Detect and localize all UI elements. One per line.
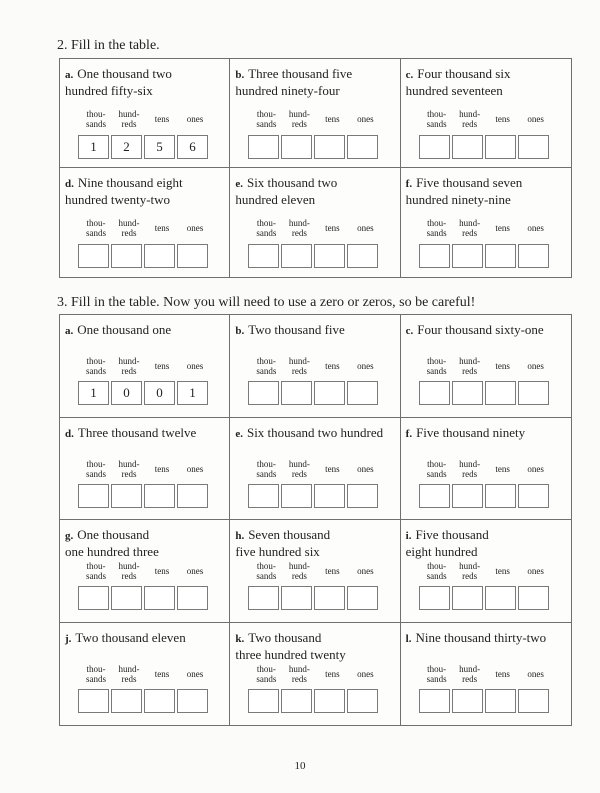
problem-letter: e.: [235, 427, 243, 440]
digit-box[interactable]: [419, 586, 450, 610]
place-value-headers: [248, 561, 382, 583]
digit-box[interactable]: [485, 135, 516, 159]
problem-cell: [230, 59, 400, 168]
place-value-header: tens: [154, 114, 170, 124]
place-value-header: tens: [325, 361, 340, 371]
digit-box[interactable]: [485, 586, 516, 610]
place-value-header: hund- reds: [288, 458, 310, 479]
digit-box[interactable]: [452, 484, 483, 508]
exercise-3-table: [59, 314, 572, 726]
place-value-header: ones: [527, 668, 544, 679]
digit-box[interactable]: [177, 244, 208, 268]
place-value-header: thou- sands: [86, 218, 106, 238]
problem-text: Three thousand twelve: [77, 424, 197, 440]
answer-boxes: [248, 135, 380, 159]
problem-prompt: [65, 630, 225, 647]
digit-box[interactable]: [419, 135, 450, 159]
place-value-header: tens: [154, 223, 170, 233]
place-value-header: thou- sands: [426, 458, 447, 479]
place-value-header: thou- sands: [426, 109, 447, 129]
answer-boxes: [78, 484, 210, 508]
problem-text: Six thousand two hundred: [246, 424, 384, 440]
digit-box[interactable]: [281, 689, 312, 713]
problem-prompt: [406, 66, 567, 98]
digit-box[interactable]: 1: [177, 381, 208, 405]
digit-box[interactable]: [518, 135, 549, 159]
place-value-header: hund- reds: [288, 109, 310, 129]
problem-cell: [230, 520, 400, 623]
place-value-header: hund- reds: [118, 458, 140, 479]
problem-cell: [401, 59, 571, 168]
problem-letter: c.: [405, 69, 414, 81]
answer-boxes: [78, 244, 210, 268]
place-value-header: ones: [186, 223, 204, 233]
digit-box[interactable]: [452, 244, 483, 268]
digit-box[interactable]: [78, 484, 109, 508]
digit-box[interactable]: [177, 586, 208, 610]
answer-boxes: [78, 135, 210, 159]
digit-box[interactable]: [347, 586, 378, 610]
answer-boxes: [248, 586, 380, 610]
place-value-header: hund- reds: [288, 561, 310, 581]
digit-box[interactable]: [281, 484, 312, 508]
place-value-header: thou- sands: [256, 109, 277, 129]
problem-letter: a.: [65, 69, 74, 81]
problem-letter: d.: [65, 178, 74, 190]
problem-cell: [401, 623, 571, 726]
digit-box[interactable]: [248, 586, 279, 610]
place-value-header: hund- reds: [118, 356, 140, 376]
digit-box[interactable]: [452, 689, 483, 713]
place-value-header: tens: [325, 223, 340, 233]
problem-prompt: [235, 175, 395, 207]
problem-letter: c.: [405, 325, 414, 337]
place-value-header: hund- reds: [118, 218, 140, 238]
place-value-header: hund- reds: [288, 218, 310, 238]
problem-cell: [230, 623, 400, 726]
digit-box[interactable]: [419, 381, 450, 405]
problem-text: Two thousand eleven: [75, 629, 186, 645]
digit-box[interactable]: [347, 244, 378, 268]
problem-cell: [60, 623, 230, 726]
answer-boxes: [248, 244, 380, 268]
digit-box[interactable]: [314, 381, 345, 405]
place-value-header: tens: [154, 566, 170, 576]
digit-box[interactable]: [518, 484, 549, 508]
place-value-headers: [419, 561, 553, 583]
place-value-header: tens: [325, 114, 340, 124]
place-value-header: thou- sands: [426, 561, 447, 581]
problem-cell: [401, 520, 571, 623]
place-value-header: hund- reds: [459, 561, 481, 581]
place-value-header: thou- sands: [426, 356, 447, 376]
digit-box[interactable]: [314, 244, 345, 268]
problem-prompt: [406, 630, 567, 647]
place-value-header: thou- sands: [426, 218, 447, 238]
problem-text: Seven thousand five hundred six: [235, 527, 331, 559]
digit-box[interactable]: 6: [177, 135, 208, 159]
problem-letter: e.: [235, 178, 243, 190]
problem-cell: [401, 168, 571, 277]
problem-letter: l.: [405, 632, 412, 645]
digit-box[interactable]: [518, 689, 549, 713]
place-value-header: tens: [495, 566, 510, 576]
exercise-2-heading: 2. Fill in the table.: [57, 38, 160, 53]
place-value-header: hund- reds: [459, 356, 481, 376]
problem-prompt: [235, 66, 395, 98]
place-value-headers: [419, 218, 553, 240]
digit-box[interactable]: [248, 689, 279, 713]
problem-text: One thousand one hundred three: [65, 527, 159, 559]
digit-box[interactable]: [78, 244, 109, 268]
answer-boxes: [419, 244, 551, 268]
digit-box[interactable]: [111, 244, 142, 268]
problem-text: One thousand two hundred fifty-six: [65, 66, 172, 98]
digit-box[interactable]: [518, 244, 549, 268]
digit-box[interactable]: [452, 586, 483, 610]
problem-prompt: [65, 175, 225, 207]
place-value-header: tens: [495, 361, 510, 371]
digit-box[interactable]: [144, 586, 175, 610]
problem-letter: a.: [65, 325, 74, 337]
digit-box[interactable]: [419, 484, 450, 508]
place-value-header: ones: [357, 463, 374, 474]
problem-letter: f.: [405, 178, 413, 190]
digit-box[interactable]: [78, 689, 109, 713]
digit-box[interactable]: 2: [111, 135, 142, 159]
problem-letter: f.: [405, 427, 413, 440]
place-value-header: thou- sands: [86, 109, 106, 129]
digit-box[interactable]: [419, 689, 450, 713]
digit-box[interactable]: [452, 381, 483, 405]
place-value-headers: [419, 356, 553, 378]
digit-box[interactable]: [281, 381, 312, 405]
place-value-header: ones: [357, 668, 374, 679]
place-value-header: thou- sands: [426, 663, 447, 684]
problem-text: Two thousand five: [248, 322, 345, 337]
digit-box[interactable]: [144, 484, 175, 508]
page-number: 10: [294, 760, 306, 772]
place-value-header: thou- sands: [256, 663, 277, 684]
digit-box[interactable]: [177, 689, 208, 713]
digit-box[interactable]: [248, 484, 279, 508]
place-value-header: hund- reds: [459, 663, 481, 684]
answer-boxes: [419, 586, 551, 610]
place-value-header: ones: [527, 566, 544, 576]
problem-prompt: [406, 425, 567, 442]
place-value-header: ones: [186, 463, 204, 474]
place-value-header: ones: [357, 361, 374, 371]
place-value-headers: [78, 561, 212, 583]
place-value-header: tens: [325, 463, 340, 474]
answer-boxes: [419, 135, 551, 159]
place-value-header: tens: [325, 668, 340, 679]
digit-box[interactable]: [314, 586, 345, 610]
digit-box[interactable]: [347, 689, 378, 713]
place-value-headers: [419, 109, 553, 131]
place-value-header: hund- reds: [459, 109, 481, 129]
problem-prompt: [406, 322, 567, 339]
problem-text: Five thousand eight hundred: [405, 527, 489, 559]
place-value-headers: [248, 109, 382, 131]
answer-boxes: [419, 484, 551, 508]
digit-box[interactable]: 0: [111, 381, 142, 405]
digit-box[interactable]: [485, 484, 516, 508]
place-value-header: tens: [154, 361, 170, 371]
place-value-header: ones: [186, 566, 204, 576]
problem-prompt: [406, 527, 567, 559]
digit-box[interactable]: [452, 135, 483, 159]
place-value-header: hund- reds: [288, 356, 310, 376]
problem-cell: [230, 168, 400, 277]
place-value-headers: [419, 459, 553, 481]
problem-cell: [60, 315, 230, 418]
digit-box[interactable]: [518, 381, 549, 405]
problem-text: Six thousand two hundred eleven: [235, 175, 338, 207]
problem-cell: [401, 418, 571, 521]
problem-prompt: [65, 527, 225, 559]
place-value-header: hund- reds: [118, 109, 140, 129]
problem-text: Four thousand six hundred seventeen: [405, 66, 511, 98]
place-value-header: hund- reds: [459, 458, 481, 479]
answer-boxes: [419, 381, 551, 405]
digit-box[interactable]: [485, 381, 516, 405]
problem-cell: [60, 418, 230, 521]
place-value-header: tens: [325, 566, 340, 576]
place-value-headers: [248, 356, 382, 378]
exercise-2-table: [59, 58, 572, 278]
problem-cell: [60, 59, 230, 168]
place-value-header: tens: [495, 463, 510, 474]
place-value-header: thou- sands: [86, 356, 106, 376]
problem-letter: b.: [235, 69, 245, 81]
problem-letter: i.: [405, 530, 412, 542]
place-value-header: thou- sands: [86, 561, 106, 581]
place-value-header: ones: [357, 114, 374, 124]
digit-box[interactable]: [144, 689, 175, 713]
answer-boxes: [78, 381, 210, 405]
answer-boxes: [248, 689, 380, 713]
place-value-header: thou- sands: [86, 458, 106, 479]
digit-box[interactable]: 0: [144, 381, 175, 405]
place-value-header: ones: [186, 361, 204, 371]
place-value-header: hund- reds: [288, 663, 310, 684]
answer-boxes: [78, 586, 210, 610]
problem-prompt: [235, 527, 395, 559]
place-value-header: ones: [357, 223, 374, 233]
problem-cell: [401, 315, 571, 418]
digit-box[interactable]: [78, 586, 109, 610]
digit-box[interactable]: [281, 586, 312, 610]
place-value-headers: [419, 664, 553, 686]
answer-boxes: [419, 689, 551, 713]
problem-prompt: [65, 66, 225, 98]
problem-text: Three thousand five hundred ninety-four: [235, 66, 353, 98]
place-value-header: ones: [527, 361, 544, 371]
place-value-headers: [78, 664, 212, 686]
place-value-header: hund- reds: [118, 663, 140, 684]
digit-box[interactable]: [518, 586, 549, 610]
place-value-header: hund- reds: [118, 561, 140, 581]
place-value-header: thou- sands: [256, 218, 277, 238]
problem-text: Nine thousand thirty-two: [415, 629, 547, 645]
answer-boxes: [248, 484, 380, 508]
answer-boxes: [78, 689, 210, 713]
problem-cell: [230, 418, 400, 521]
problem-text: Four thousand sixty-one: [417, 322, 544, 337]
digit-box[interactable]: [314, 689, 345, 713]
answer-boxes: [248, 381, 380, 405]
problem-text: Nine thousand eight hundred twenty-two: [65, 175, 183, 207]
place-value-header: ones: [527, 223, 544, 233]
digit-box[interactable]: [281, 244, 312, 268]
digit-box[interactable]: [111, 689, 142, 713]
exercise-3-heading: 3. Fill in the table. Now you will need to use a zero or zeros, so be careful!: [57, 295, 476, 310]
problem-letter: b.: [235, 325, 245, 337]
problem-prompt: [235, 630, 395, 662]
place-value-header: thou- sands: [256, 458, 277, 479]
digit-box[interactable]: [177, 484, 208, 508]
problem-cell: [60, 520, 230, 623]
problem-prompt: [65, 322, 225, 339]
digit-box[interactable]: [314, 484, 345, 508]
problem-text: Five thousand ninety: [416, 424, 526, 440]
place-value-headers: [78, 109, 212, 131]
digit-box[interactable]: [248, 244, 279, 268]
place-value-headers: [78, 459, 212, 481]
problem-letter: d.: [65, 427, 74, 440]
place-value-header: ones: [186, 114, 204, 124]
place-value-header: tens: [495, 114, 510, 124]
place-value-header: ones: [186, 668, 204, 679]
digit-box[interactable]: 1: [78, 135, 109, 159]
problem-prompt: [406, 175, 567, 207]
place-value-header: thou- sands: [86, 663, 106, 684]
problem-cell: [230, 315, 400, 418]
digit-box[interactable]: [111, 484, 142, 508]
place-value-headers: [78, 218, 212, 240]
place-value-header: tens: [495, 668, 510, 679]
digit-box[interactable]: [248, 381, 279, 405]
problem-text: Five thousand seven hundred ninety-nine: [405, 175, 523, 207]
place-value-headers: [248, 664, 382, 686]
place-value-header: thou- sands: [256, 561, 277, 581]
digit-box[interactable]: [347, 381, 378, 405]
digit-box[interactable]: [347, 135, 378, 159]
problem-text: Two thousand three hundred twenty: [235, 629, 346, 662]
digit-box[interactable]: [485, 689, 516, 713]
place-value-header: hund- reds: [459, 218, 481, 238]
place-value-header: tens: [154, 463, 170, 474]
problem-prompt: [235, 322, 395, 339]
problem-prompt: [65, 425, 225, 442]
place-value-headers: [248, 459, 382, 481]
digit-box[interactable]: [485, 244, 516, 268]
digit-box[interactable]: [248, 135, 279, 159]
digit-box[interactable]: [111, 586, 142, 610]
problem-letter: j.: [65, 632, 72, 645]
place-value-headers: [248, 218, 382, 240]
problem-cell: [60, 168, 230, 277]
place-value-header: ones: [527, 463, 544, 474]
problem-prompt: [235, 425, 395, 442]
digit-box[interactable]: [281, 135, 312, 159]
place-value-header: ones: [527, 114, 544, 124]
digit-box[interactable]: [347, 484, 378, 508]
problem-text: One thousand one: [77, 322, 172, 337]
place-value-header: ones: [357, 566, 374, 576]
problem-letter: h.: [235, 530, 245, 542]
problem-letter: g.: [65, 530, 74, 542]
digit-box[interactable]: [144, 244, 175, 268]
digit-box[interactable]: [419, 244, 450, 268]
problem-letter: k.: [235, 632, 245, 645]
digit-box[interactable]: [314, 135, 345, 159]
digit-box[interactable]: 1: [78, 381, 109, 405]
digit-box[interactable]: 5: [144, 135, 175, 159]
place-value-header: tens: [495, 223, 510, 233]
place-value-headers: [78, 356, 212, 378]
place-value-header: tens: [154, 668, 170, 679]
place-value-header: thou- sands: [256, 356, 277, 376]
